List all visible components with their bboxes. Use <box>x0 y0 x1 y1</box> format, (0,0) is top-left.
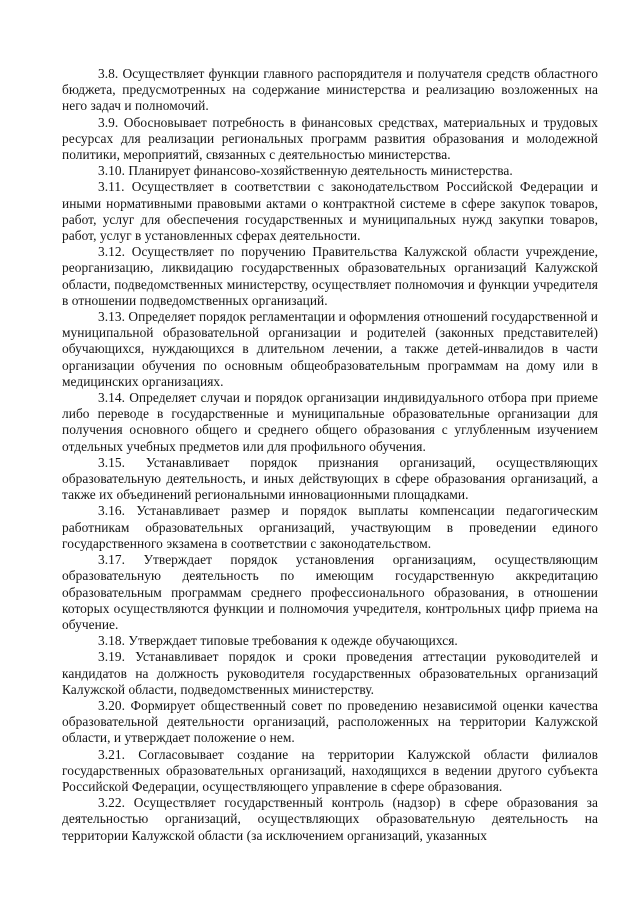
paragraph-3-20: 3.20. Формирует общественный совет по проведению независимой оценки качества образовательной деятельности организаций, расположенных на территории Калужской области, и утверждает положение о нем. <box>62 697 598 746</box>
paragraph-3-17: 3.17. Утверждает порядок установления организациям, осуществляющим образовательную деятельность по имеющим государственную аккредитацию образовательным программам среднего профессионального образования, в отношении которых осуществляются функции и полномочия учредителя, контрольных цифр приема на обучение. <box>62 552 598 632</box>
paragraph-3-22: 3.22. Осуществляет государственный контроль (надзор) в сфере образования за деятельностью организаций, осуществляющих образовательную деятельность на территории Калужской области (за исключением организаций, указанных <box>62 795 598 843</box>
paragraph-3-21: 3.21. Согласовывает создание на территории Калужской области филиалов государственных образовательных организаций, находящихся в ведении другого субъекта Российской Федерации, осуществляющего управление в сфере образования. <box>62 746 598 794</box>
paragraph-3-9: 3.9. Обосновывает потребность в финансовых средствах, материальных и трудовых ресурсах для реализации региональных программ развития образования и молодежной политики, мероприятий, связанных с деятельностью министерства. <box>62 114 598 163</box>
paragraph-3-14: 3.14. Определяет случаи и порядок организации индивидуального отбора при приеме либо переводе в государственные и муниципальные образовательные организации для получения основного общего и среднего общего образования с углубленным изучением отдельных учебных предметов или для профильного обучения. <box>62 390 598 454</box>
paragraph-3-13: 3.13. Определяет порядок регламентации и оформления отношений государственной и муниципальной образовательной организации и родителей (законных представителей) обучающихся, нуждающихся в длительном лечении, а также детей-инвалидов в части организации обучения по основным общеобразовательным программам на дому или в медицинских организациях. <box>62 309 598 389</box>
paragraph-3-18: 3.18. Утверждает типовые требования к одежде обучающихся. <box>98 633 458 649</box>
paragraph-3-16: 3.16. Устанавливает размер и порядок выплаты компенсации педагогическим работникам образовательных организаций, участвующим в проведении единого государственного экзамена в соответствии с законодательством. <box>62 503 598 551</box>
paragraph-3-19: 3.19. Устанавливает порядок и сроки проведения аттестации руководителей и кандидатов на должность руководителя государственных образовательных организаций Калужской области, подведомственных министерству. <box>62 649 598 697</box>
paragraph-3-8: 3.8. Осуществляет функции главного распорядителя и получателя средств областного бюджета, предусмотренных на содержание министерства и реализацию возложенных на него задач и полномочий. <box>62 66 598 114</box>
document-page <box>62 66 598 844</box>
paragraph-3-11: 3.11. Осуществляет в соответствии с законодательством Российской Федерации и иными нормативными правовыми актами о контрактной системе в сфере закупок товаров, работ, услуг для обеспечения государственных и муниципальных нужд закупки товаров, работ, услуг в установленных сферах деятельности. <box>62 179 598 244</box>
paragraph-3-12: 3.12. Осуществляет по поручению Правительства Калужской области учреждение, реорганизацию, ликвидацию государственных образовательных организаций Калужской области, подведомственных министерству, осуществляет полномочия и функции учредителя в отношении подведомственных организаций. <box>62 244 598 308</box>
paragraph-3-15: 3.15. Устанавливает порядок признания организаций, осуществляющих образовательную деятельность, и иных действующих в сфере образования организаций, а также их объединений региональными инновационными площадками. <box>62 454 598 503</box>
paragraph-3-10: 3.10. Планирует финансово-хозяйственную деятельность министерства. <box>98 163 513 179</box>
